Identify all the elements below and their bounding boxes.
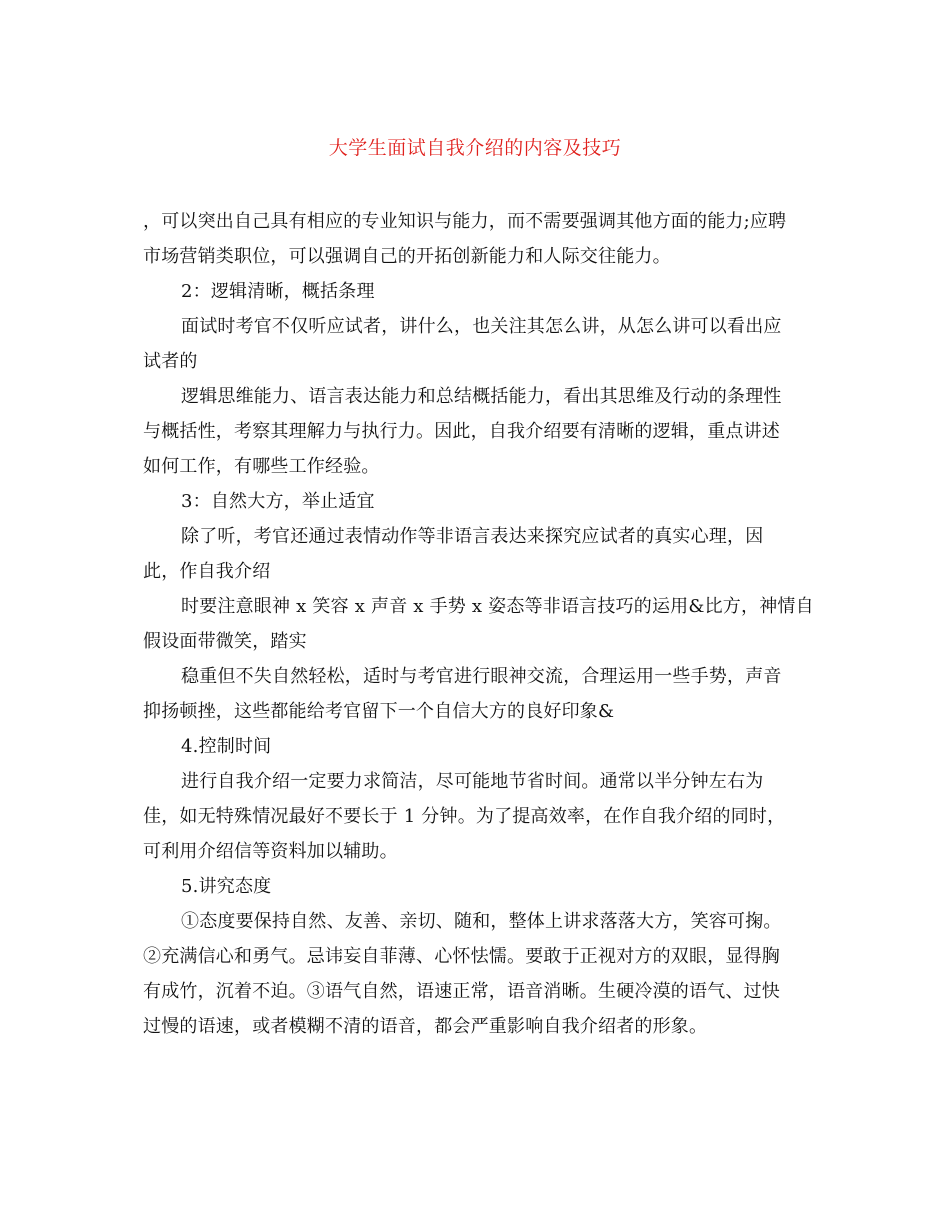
paragraph-line: 试者的 <box>143 351 198 372</box>
document-title: 大学生面试自我介绍的内容及技巧 <box>328 137 622 159</box>
paragraph-line: ①态度要保持自然、友善、亲切、随和，整体上讲求落落大方，笑容可掬。 <box>181 911 782 932</box>
paragraph-line: 可利用介绍信等资料加以辅助。 <box>143 841 398 862</box>
paragraph-line: 此，作自我介绍 <box>143 561 271 582</box>
paragraph-line: 除了听，考官还通过表情动作等非语言表达来探究应试者的真实心理，因 <box>181 526 764 547</box>
document-body <box>143 204 813 1044</box>
paragraph-line: 假设面带微笑，踏实 <box>143 631 307 652</box>
paragraph-line: 抑扬顿挫，这些都能给考官留下一个自信大方的良好印象& <box>143 701 615 722</box>
paragraph-line: 时要注意眼神 x 笑容 x 声音 x 手势 x 姿态等非语言技巧的运用&比方，神情自 <box>181 596 814 617</box>
paragraph-line: ，可以突出自己具有相应的专业知识与能力，而不需要强调其他方面的能力;应聘 <box>143 211 787 232</box>
paragraph-line: ②充满信心和勇气。忌讳妄自菲薄、心怀怯懦。要敢于正视对方的双眼，显得胸 <box>143 946 780 967</box>
paragraph-line: 过慢的语速，或者模糊不清的语音，都会严重影响自我介绍者的形象。 <box>143 1016 708 1037</box>
section-heading: 2：逻辑清晰，概括条理 <box>181 281 375 302</box>
paragraph-line: 市场营销类职位，可以强调自己的开拓创新能力和人际交往能力。 <box>143 246 671 267</box>
paragraph-line: 如何工作，有哪些工作经验。 <box>143 456 380 477</box>
section-heading: 5.讲究态度 <box>181 876 272 897</box>
section-heading: 3：自然大方，举止适宜 <box>181 491 375 512</box>
paragraph-line: 进行自我介绍一定要力求简洁，尽可能地节省时间。通常以半分钟左右为 <box>181 771 764 792</box>
paragraph-line: 面试时考官不仅听应试者，讲什么，也关注其怎么讲，从怎么讲可以看出应 <box>181 316 782 337</box>
paragraph-line: 与概括性，考察其理解力与执行力。因此，自我介绍要有清晰的逻辑，重点讲述 <box>143 421 780 442</box>
paragraph-line: 佳，如无特殊情况最好不要长于 1 分钟。为了提高效率，在作自我介绍的同时， <box>143 806 786 827</box>
paragraph-line: 稳重但不失自然轻松，适时与考官进行眼神交流，合理运用一些手势，声音 <box>181 666 782 687</box>
paragraph-line: 有成竹，沉着不迫。③语气自然，语速正常，语音消晰。生硬冷漠的语气、过快 <box>143 981 780 1002</box>
section-heading: 4.控制时间 <box>181 736 272 757</box>
paragraph-line: 逻辑思维能力、语言表达能力和总结概括能力，看出其思维及行动的条理性 <box>181 386 782 407</box>
